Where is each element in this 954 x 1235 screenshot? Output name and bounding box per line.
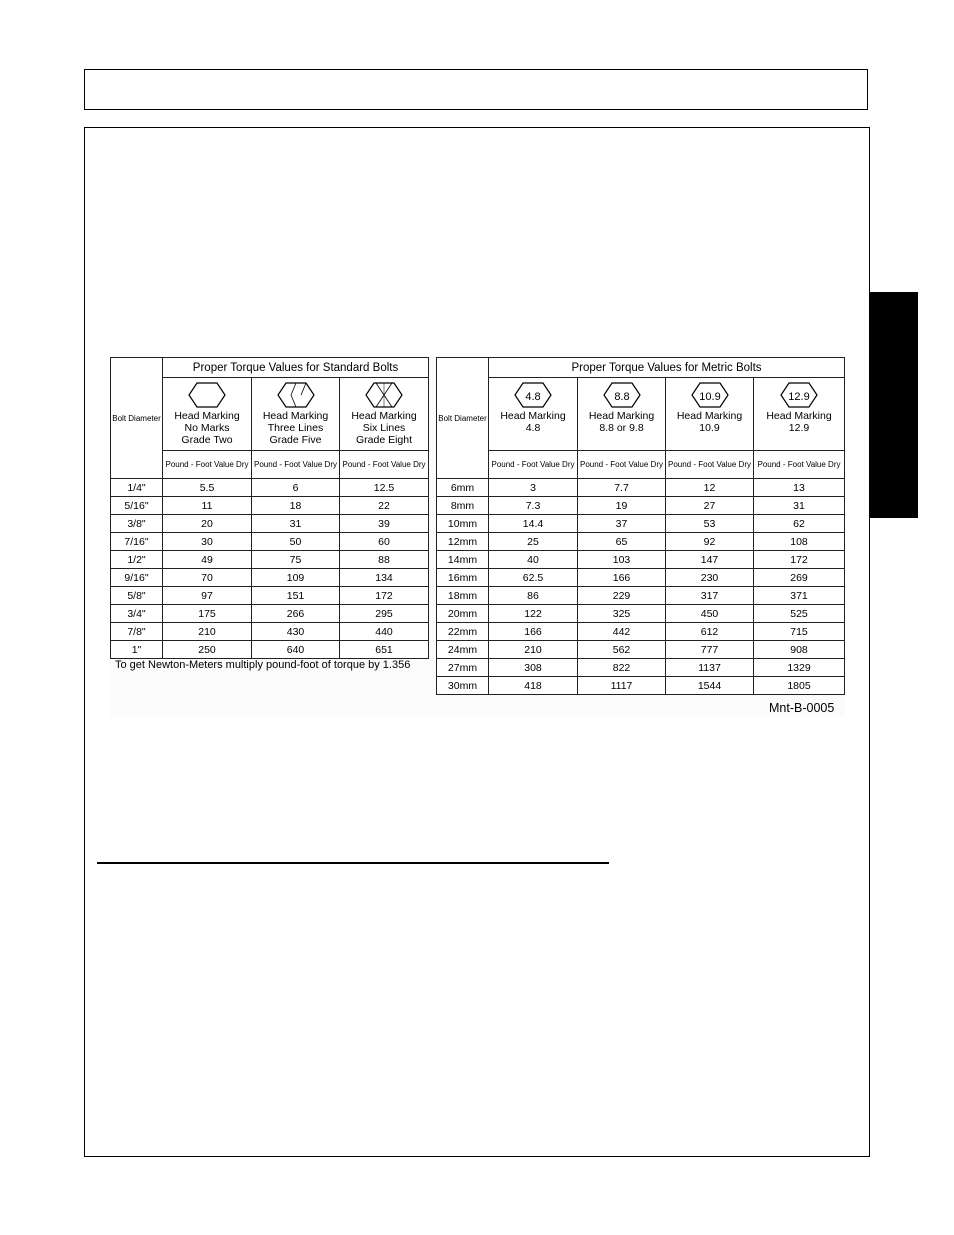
grade-4-8-mark: 4.8 (525, 391, 541, 403)
grade-five-unit: Pound - Foot Value Dry (252, 451, 340, 479)
bolt-size-cell: 14mm (437, 551, 489, 569)
torque-value-cell: 715 (754, 623, 845, 641)
torque-value-cell: 31 (754, 497, 845, 515)
bolt-size-cell: 7/8" (111, 623, 163, 641)
table-row (437, 605, 845, 623)
grade-12-9-header (754, 378, 845, 451)
torque-value-cell: 640 (252, 641, 340, 659)
torque-value-cell: 14.4 (489, 515, 578, 533)
grade-eight-label-1: Head Marking (351, 410, 417, 422)
table-row (437, 659, 845, 677)
torque-value-cell: 6 (252, 479, 340, 497)
torque-value-cell: 777 (666, 641, 754, 659)
grade-eight-unit: Pound - Foot Value Dry (340, 451, 429, 479)
grade-five-label-2: Three Lines (267, 422, 324, 434)
torque-value-cell: 25 (489, 533, 578, 551)
table-row (437, 587, 845, 605)
torque-value-cell: 442 (578, 623, 666, 641)
bolt-size-cell: 5/16" (111, 497, 163, 515)
metric-table-body (437, 479, 845, 695)
table-row (111, 605, 429, 623)
torque-value-cell: 151 (252, 587, 340, 605)
torque-value-cell: 172 (754, 551, 845, 569)
grade-8-8-unit: Pound - Foot Value Dry (578, 451, 666, 479)
grade-12-9-label-2: 12.9 (788, 422, 810, 434)
torque-value-cell: 92 (666, 533, 754, 551)
table-row (111, 641, 429, 659)
grade-five-header (252, 378, 340, 451)
torque-value-cell: 39 (340, 515, 429, 533)
torque-value-cell: 70 (163, 569, 252, 587)
torque-value-cell: 325 (578, 605, 666, 623)
torque-value-cell: 269 (754, 569, 845, 587)
torque-value-cell: 62.5 (489, 569, 578, 587)
bolt-size-cell: 3/4" (111, 605, 163, 623)
hexagon-no-marks-icon (187, 381, 227, 409)
torque-value-cell: 122 (489, 605, 578, 623)
torque-value-cell: 53 (666, 515, 754, 533)
grade-eight-header (340, 378, 429, 451)
bolt-size-cell: 22mm (437, 623, 489, 641)
bolt-size-cell: 10mm (437, 515, 489, 533)
grade-10-9-mark: 10.9 (698, 391, 721, 403)
torque-value-cell: 166 (489, 623, 578, 641)
bolt-size-cell: 9/16" (111, 569, 163, 587)
grade-8-8-label-1: Head Marking (588, 410, 655, 422)
grade-five-label-3: Grade Five (269, 434, 322, 446)
torque-value-cell: 651 (340, 641, 429, 659)
hexagon-six-lines-icon (364, 381, 404, 409)
torque-value-cell: 210 (489, 641, 578, 659)
bolt-size-cell: 7/16" (111, 533, 163, 551)
torque-value-cell: 37 (578, 515, 666, 533)
torque-value-cell: 31 (252, 515, 340, 533)
grade-8-8-label-2: 8.8 or 9.8 (599, 422, 644, 434)
torque-value-cell: 308 (489, 659, 578, 677)
grade-4-8-header (489, 378, 578, 451)
torque-value-cell: 109 (252, 569, 340, 587)
torque-value-cell: 210 (163, 623, 252, 641)
section-tab (869, 292, 918, 518)
bolt-size-cell: 5/8" (111, 587, 163, 605)
bolt-diameter-header: Bolt Diameter (111, 358, 163, 479)
table-row (111, 515, 429, 533)
metric-torque-table (436, 357, 845, 695)
torque-value-cell: 134 (340, 569, 429, 587)
torque-value-cell: 12.5 (340, 479, 429, 497)
torque-value-cell: 75 (252, 551, 340, 569)
torque-value-cell: 229 (578, 587, 666, 605)
torque-value-cell: 11 (163, 497, 252, 515)
torque-value-cell: 230 (666, 569, 754, 587)
torque-value-cell: 612 (666, 623, 754, 641)
torque-value-cell: 13 (754, 479, 845, 497)
grade-eight-label-3: Grade Eight (355, 434, 413, 446)
bolt-size-cell: 27mm (437, 659, 489, 677)
grade-two-header (163, 378, 252, 451)
torque-value-cell: 7.7 (578, 479, 666, 497)
torque-value-cell: 147 (666, 551, 754, 569)
torque-value-cell: 1137 (666, 659, 754, 677)
bolt-size-cell: 16mm (437, 569, 489, 587)
grade-12-9-label-1: Head Marking (766, 410, 832, 422)
torque-value-cell: 12 (666, 479, 754, 497)
torque-value-cell: 172 (340, 587, 429, 605)
bolt-size-cell: 6mm (437, 479, 489, 497)
conversion-note: To get Newton-Meters multiply pound-foot of torque by 1.356 (115, 659, 411, 671)
torque-value-cell: 450 (666, 605, 754, 623)
torque-value-cell: 108 (754, 533, 845, 551)
grade-eight-label-2: Six Lines (362, 422, 406, 434)
grade-4-8-label-2: 4.8 (525, 422, 541, 434)
torque-value-cell: 7.3 (489, 497, 578, 515)
bolt-size-cell: 18mm (437, 587, 489, 605)
grade-two-label-3: Grade Two (181, 434, 233, 446)
torque-value-cell: 88 (340, 551, 429, 569)
hexagon-4-8-icon (513, 381, 553, 409)
bolt-size-cell: 1/2" (111, 551, 163, 569)
torque-value-cell: 418 (489, 677, 578, 695)
grade-4-8-unit: Pound - Foot Value Dry (489, 451, 578, 479)
table-row (437, 515, 845, 533)
bolt-size-cell: 30mm (437, 677, 489, 695)
torque-value-cell: 3 (489, 479, 578, 497)
table-row (111, 479, 429, 497)
torque-value-cell: 49 (163, 551, 252, 569)
section-divider (97, 862, 609, 864)
table-row (111, 551, 429, 569)
table-row (437, 533, 845, 551)
table-row (437, 479, 845, 497)
torque-value-cell: 440 (340, 623, 429, 641)
torque-value-cell: 103 (578, 551, 666, 569)
standard-table-title: Proper Torque Values for Standard Bolts (163, 358, 429, 378)
torque-value-cell: 60 (340, 533, 429, 551)
hexagon-three-lines-icon (276, 381, 316, 409)
torque-value-cell: 20 (163, 515, 252, 533)
grade-two-unit: Pound - Foot Value Dry (163, 451, 252, 479)
table-row (111, 569, 429, 587)
torque-value-cell: 175 (163, 605, 252, 623)
table-row (437, 569, 845, 587)
torque-value-cell: 430 (252, 623, 340, 641)
torque-value-cell: 62 (754, 515, 845, 533)
torque-value-cell: 86 (489, 587, 578, 605)
bolt-size-cell: 1" (111, 641, 163, 659)
table-row (437, 551, 845, 569)
figure-id: Mnt-B-0005 (769, 701, 835, 715)
torque-value-cell: 250 (163, 641, 252, 659)
grade-five-label-1: Head Marking (262, 410, 329, 422)
table-row (111, 587, 429, 605)
bolt-diameter-header: Bolt Diameter (437, 358, 489, 479)
grade-10-9-unit: Pound - Foot Value Dry (666, 451, 754, 479)
table-row (437, 623, 845, 641)
torque-value-cell: 50 (252, 533, 340, 551)
torque-value-cell: 22 (340, 497, 429, 515)
torque-value-cell: 1805 (754, 677, 845, 695)
torque-value-cell: 40 (489, 551, 578, 569)
torque-value-cell: 97 (163, 587, 252, 605)
grade-8-8-mark: 8.8 (613, 391, 630, 403)
standard-torque-table (110, 357, 429, 659)
grade-two-label-1: Head Marking (174, 410, 240, 422)
metric-table-title: Proper Torque Values for Metric Bolts (489, 358, 845, 378)
page-header-box (84, 69, 868, 110)
torque-value-cell: 295 (340, 605, 429, 623)
grade-two-label-2: No Marks (184, 422, 230, 434)
grade-12-9-mark: 12.9 (788, 391, 810, 403)
torque-value-cell: 5.5 (163, 479, 252, 497)
torque-value-cell: 19 (578, 497, 666, 515)
hexagon-8-8-icon (602, 381, 642, 409)
table-row (437, 641, 845, 659)
torque-value-cell: 562 (578, 641, 666, 659)
torque-value-cell: 1329 (754, 659, 845, 677)
standard-table-body (111, 479, 429, 659)
bolt-size-cell: 1/4" (111, 479, 163, 497)
table-row (111, 533, 429, 551)
torque-value-cell: 266 (252, 605, 340, 623)
bolt-size-cell: 20mm (437, 605, 489, 623)
torque-value-cell: 822 (578, 659, 666, 677)
bolt-size-cell: 12mm (437, 533, 489, 551)
hexagon-12-9-icon (779, 381, 819, 409)
table-row (111, 623, 429, 641)
grade-10-9-label-1: Head Marking (676, 410, 743, 422)
torque-value-cell: 166 (578, 569, 666, 587)
torque-value-cell: 908 (754, 641, 845, 659)
table-row (111, 497, 429, 515)
torque-value-cell: 1544 (666, 677, 754, 695)
grade-12-9-unit: Pound - Foot Value Dry (754, 451, 845, 479)
table-row (437, 677, 845, 695)
table-row (437, 497, 845, 515)
torque-value-cell: 1117 (578, 677, 666, 695)
torque-value-cell: 371 (754, 587, 845, 605)
grade-10-9-header (666, 378, 754, 451)
torque-value-cell: 317 (666, 587, 754, 605)
bolt-size-cell: 24mm (437, 641, 489, 659)
torque-value-cell: 65 (578, 533, 666, 551)
grade-8-8-header (578, 378, 666, 451)
grade-4-8-label-1: Head Marking (500, 410, 566, 422)
torque-value-cell: 30 (163, 533, 252, 551)
torque-value-cell: 18 (252, 497, 340, 515)
grade-10-9-label-2: 10.9 (699, 422, 720, 434)
bolt-size-cell: 3/8" (111, 515, 163, 533)
torque-value-cell: 27 (666, 497, 754, 515)
torque-value-cell: 525 (754, 605, 845, 623)
hexagon-10-9-icon (690, 381, 730, 409)
bolt-size-cell: 8mm (437, 497, 489, 515)
